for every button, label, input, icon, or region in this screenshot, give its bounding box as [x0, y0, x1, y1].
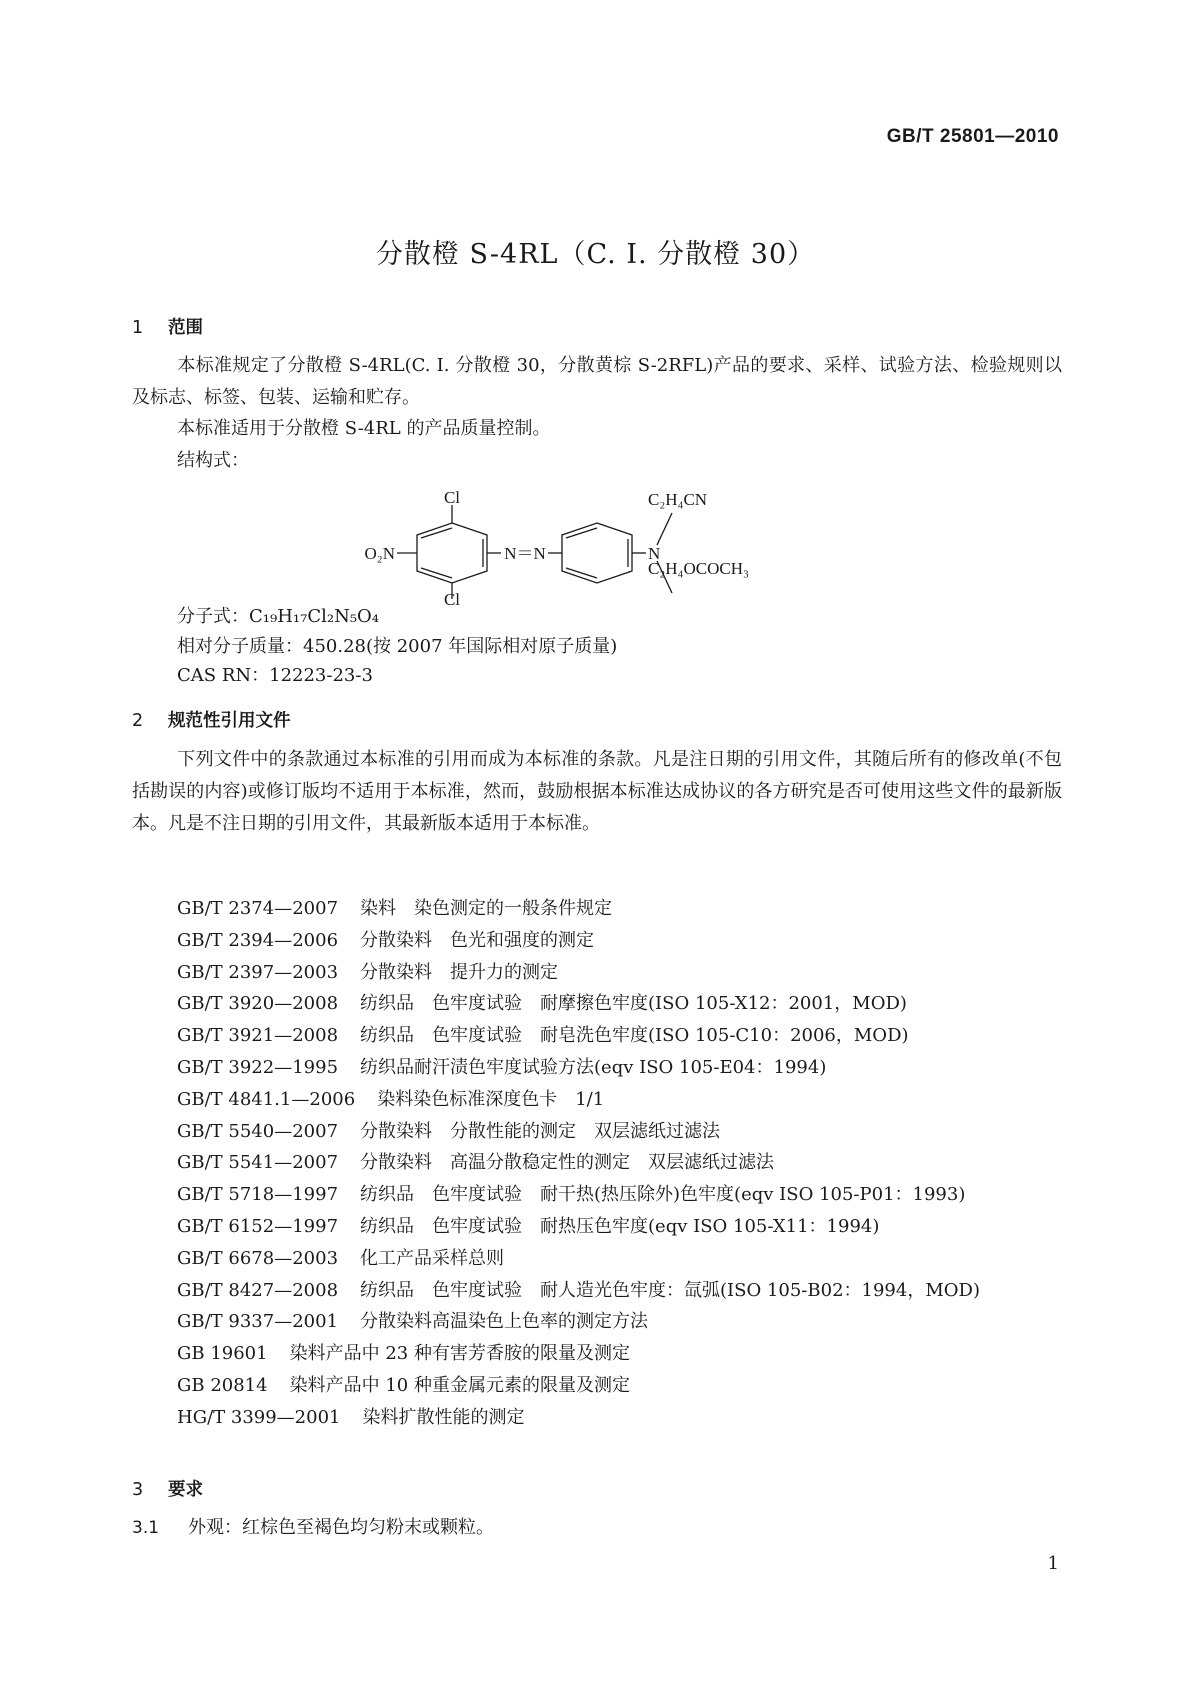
reference-list: [177, 893, 980, 1434]
list-item: [177, 893, 980, 925]
section-number: 1: [132, 318, 144, 338]
list-item: [177, 1147, 980, 1179]
reference-title: 分散染料 色光和强度的测定: [360, 929, 595, 951]
section-number: 2: [132, 711, 144, 731]
references-intro-paragraph: [132, 744, 1062, 840]
reference-code: GB/T 3920—2008: [177, 993, 339, 1015]
reference-code: GB/T 6678—2003: [177, 1247, 339, 1269]
section-title: 要求: [168, 1480, 203, 1500]
scope-text: 本标准规定了分散橙 S-4RL(C. I. 分散橙 30，分散黄棕 S-2RFL)产品的要求、采样、试验方法、检验规则以及标志、标签、包装、运输和贮存。: [132, 355, 1062, 408]
reference-code: GB/T 2374—2007: [177, 898, 339, 919]
reference-code: HG/T 3399—2001: [177, 1406, 341, 1428]
list-item: [177, 1084, 980, 1116]
applicability-text: 本标准适用于分散橙 S-4RL 的产品质量控制。: [177, 418, 551, 439]
reference-title: 纺织品耐汗渍色牢度试验方法(eqv ISO 105-E04：1994): [360, 1056, 827, 1078]
reference-code: GB 20814: [177, 1374, 268, 1396]
list-item: [177, 957, 980, 989]
reference-code: GB/T 2397—2003: [177, 961, 339, 983]
left-benzene-ring: [417, 523, 487, 583]
page-title: 分散橙 S-4RL（C. I. 分散橙 30）: [375, 239, 816, 270]
reference-title: 分散染料 高温分散稳定性的测定 双层滤纸过滤法: [360, 1152, 775, 1174]
reference-code: GB/T 8427—2008: [177, 1279, 339, 1301]
cas-number: CAS RN：12223-23-3: [177, 665, 373, 686]
reference-title: 纺织品 色牢度试验 耐热压色牢度(eqv ISO 105-X11：1994): [360, 1215, 880, 1237]
reference-code: GB/T 3922—1995: [177, 1056, 339, 1078]
reference-title: 纺织品 色牢度试验 耐干热(热压除外)色牢度(eqv ISO 105-P01：1993): [360, 1184, 966, 1206]
page-number: 1: [1047, 1553, 1059, 1574]
reference-title: 纺织品 色牢度试验 耐摩擦色牢度(ISO 105-X12：2001，MOD): [360, 993, 907, 1015]
references-intro-text: 下列文件中的条款通过本标准的引用而成为本标准的条款。凡是注日期的引用文件，其随后所有的修改单(不包括勘误的内容)或修订版均不适用于本标准，然而，鼓励根据本标准达成协议的各方研究是否可使用这些文件的最新版本。凡是不注日期的引用文件，其最新版本适用于本标准。: [132, 749, 1062, 834]
clause-appearance: [132, 1513, 494, 1539]
list-item: [177, 1275, 980, 1307]
acetoxyethyl-label: C₂H₄OCOCH₃: [648, 559, 749, 578]
reference-code: GB/T 4841.1—2006: [177, 1088, 356, 1110]
reference-title: 染料染色标准深度色卡 1/1: [377, 1088, 605, 1110]
reference-title: 分散染料 分散性能的测定 双层滤纸过滤法: [360, 1120, 721, 1142]
reference-code: GB/T 3921—2008: [177, 1025, 339, 1047]
scope-paragraph: [132, 350, 1062, 414]
reference-title: 纺织品 色牢度试验 耐人造光色牢度：氙弧(ISO 105-B02：1994，MOD): [360, 1279, 980, 1301]
standard-number: GB/T 25801—2010: [886, 126, 1059, 147]
clause-text: 外观：红棕色至褐色均匀粉末或颗粒。: [188, 1517, 494, 1538]
section-number: 3: [132, 1480, 144, 1500]
structure-label: 结构式：: [177, 450, 249, 471]
list-item: [177, 925, 980, 957]
list-item: [177, 1370, 980, 1402]
reference-code: GB/T 5540—2007: [177, 1120, 339, 1142]
list-item: [177, 1179, 980, 1211]
list-item: [177, 1306, 980, 1338]
reference-title: 分散染料 提升力的测定: [360, 961, 559, 983]
molecular-formula: 分子式：C₁₉H₁₇Cl₂N₅O₄: [177, 606, 380, 627]
reference-code: GB/T 2394—2006: [177, 929, 339, 951]
reference-title: 纺织品 色牢度试验 耐皂洗色牢度(ISO 105-C10：2006，MOD): [360, 1025, 909, 1047]
reference-title: 分散染料高温染色上色率的测定方法: [360, 1311, 649, 1333]
list-item: [177, 1020, 980, 1052]
list-item: [177, 1052, 980, 1084]
section-heading-requirements: [132, 1476, 203, 1501]
section-title: 范围: [168, 318, 203, 338]
reference-title: 染料 染色测定的一般条件规定: [360, 898, 613, 919]
list-item: [177, 1116, 980, 1148]
molecular-mass: 相对分子质量：450.28(按 2007 年国际相对原子质量): [177, 636, 618, 657]
list-item: [177, 1402, 980, 1434]
amine-nitrogen-label: N: [648, 544, 661, 563]
nitro-group-label: O₂N: [364, 544, 395, 563]
clause-number: 3.1: [132, 1518, 160, 1538]
chlorine-top-label: Cl: [443, 488, 461, 507]
section-heading-references: [132, 707, 291, 732]
cyanoethyl-label: C₂H₄CN: [648, 490, 708, 509]
chlorine-bottom-label: Cl: [443, 590, 461, 609]
list-item: [177, 988, 980, 1020]
list-item: [177, 1338, 980, 1370]
list-item: [177, 1211, 980, 1243]
reference-code: GB/T 9337—2001: [177, 1311, 339, 1333]
reference-code: GB/T 5541—2007: [177, 1152, 339, 1174]
section-heading-scope: [132, 314, 203, 339]
reference-code: GB 19601: [177, 1343, 268, 1365]
list-item: [177, 1243, 980, 1275]
structural-formula: [350, 488, 800, 609]
reference-title: 染料扩散性能的测定: [362, 1406, 525, 1428]
azo-group-label: N＝N: [504, 544, 546, 563]
reference-title: 染料产品中 23 种有害芳香胺的限量及测定: [289, 1343, 630, 1365]
reference-code: GB/T 6152—1997: [177, 1215, 339, 1237]
reference-title: 化工产品采样总则: [360, 1247, 505, 1269]
section-title: 规范性引用文件: [168, 711, 291, 731]
reference-code: GB/T 5718—1997: [177, 1184, 339, 1206]
right-benzene-ring: [562, 523, 632, 583]
reference-title: 染料产品中 10 种重金属元素的限量及测定: [289, 1374, 630, 1396]
